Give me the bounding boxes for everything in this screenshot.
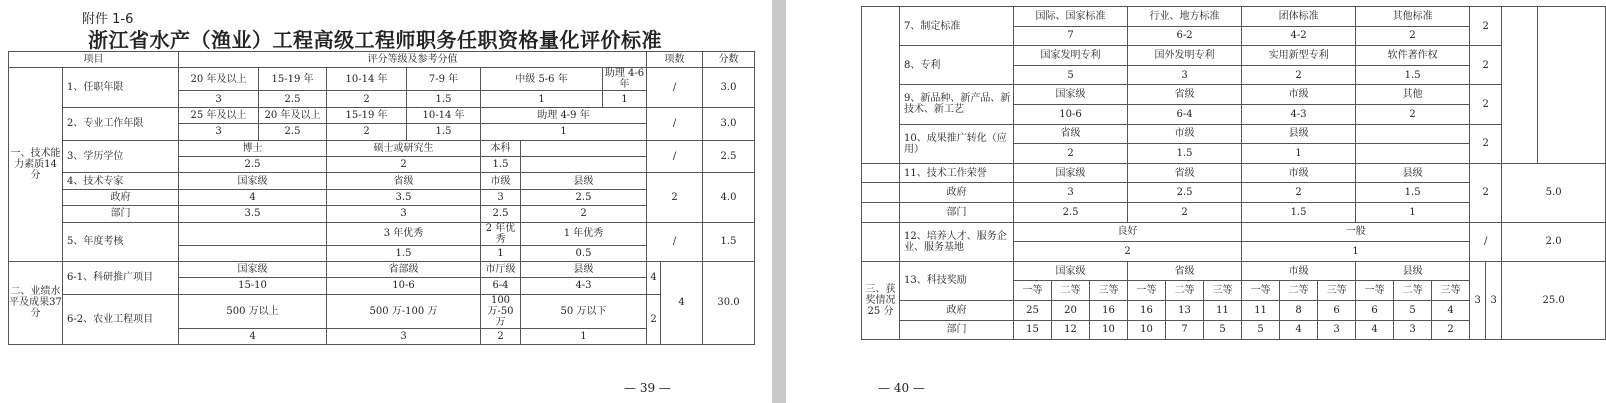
value-cell: 1.5 [327, 245, 481, 261]
row-7-label: 6-2、农业工程项目 [63, 294, 179, 344]
grade-cell: 500 万-100 万 [327, 294, 481, 328]
grade-cell-empty [521, 140, 647, 156]
grade-cell: 市级 [1128, 124, 1242, 144]
value-cell: 1 [1356, 202, 1470, 222]
rank-cell: 一等 [1014, 281, 1052, 301]
grade-cell: 市厅级 [481, 261, 521, 277]
grade-cell: 县级 [521, 261, 647, 277]
value-cell: 25 [1014, 300, 1052, 320]
value-cell: 2 [1128, 202, 1242, 222]
grade-cell: 硕士或研究生 [327, 140, 481, 156]
page-gutter [772, 0, 786, 403]
grade-cell: 实用新型专利 [1242, 46, 1356, 66]
grade-cell: 县级 [1356, 163, 1470, 183]
value-cell: 2.5 [521, 189, 647, 205]
rank-cell: 一等 [1242, 281, 1280, 301]
value-cell: 3 [179, 91, 259, 107]
row-8-label: 8、专利 [900, 46, 1014, 85]
row-4-count: 2 [647, 173, 703, 222]
page-number: — 40 — [878, 381, 925, 395]
grade-cell: 省部级 [327, 261, 481, 277]
grade-cell-empty [1356, 124, 1470, 144]
row-9-count: 2 [1470, 85, 1502, 124]
grade-cell: 省级 [1014, 124, 1128, 144]
row-3-count: / [647, 140, 703, 173]
attachment-label: 附件 1-6 [82, 12, 134, 27]
value-cell: 3.5 [179, 206, 327, 222]
row-4-score: 4.0 [703, 173, 755, 222]
value-cell: 10 [1090, 320, 1128, 340]
value-cell: 2 [481, 328, 521, 344]
grade-cell: 50 万以下 [521, 294, 647, 328]
level-cell: 省级 [1128, 261, 1242, 281]
grade-cell: 100 万-50 万 [481, 294, 521, 328]
value-cell: 5 [1204, 320, 1242, 340]
row-13-label: 13、科技奖励 [900, 261, 1014, 300]
grade-cell: 国家级 [179, 173, 327, 189]
section-3-label: 三、获奖情况 25 分 [862, 261, 900, 339]
grade-cell: 市级 [1242, 85, 1356, 105]
grade-cell: 一般 [1242, 222, 1470, 242]
row-1-score: 3.0 [703, 68, 755, 107]
value-cell: 3 [1394, 320, 1432, 340]
value-cell: 3 [327, 206, 481, 222]
grade-cell: 省级 [1128, 163, 1242, 183]
rank-cell: 三等 [1204, 281, 1242, 301]
grade-cell: 省级 [327, 173, 481, 189]
value-cell: 1 [521, 328, 647, 344]
grade-cell: 国家级 [1014, 163, 1128, 183]
value-cell: 3 [327, 328, 481, 344]
value-cell: 2.5 [1014, 202, 1128, 222]
rank-cell: 二等 [1166, 281, 1204, 301]
value-cell: 2 [1242, 183, 1356, 203]
grade-cell: 国家发明专利 [1014, 46, 1128, 66]
value-cell: 5 [1014, 65, 1128, 85]
row-8-count: 2 [1470, 46, 1502, 85]
grade-cell-empty [179, 222, 327, 245]
value-cell: 2 [1014, 144, 1128, 164]
value-cell: 3 [179, 124, 259, 140]
section-2-count: 4 [661, 261, 703, 344]
grade-cell: 良好 [1014, 222, 1242, 242]
document-title: 浙江省水产（渔业）工程高级工程师职务任职资格量化评价标准 [88, 28, 662, 52]
value-cell: 2 [521, 206, 647, 222]
value-cell: 4-3 [521, 278, 647, 294]
table-header-row [9, 52, 755, 68]
row-4-gov-label: 政府 [63, 189, 179, 205]
value-cell: 4 [179, 328, 327, 344]
value-cell: 1 [1242, 242, 1470, 262]
grade-cell: 10-14 年 [327, 68, 407, 91]
row-13-gov-label: 政府 [900, 300, 1014, 320]
grade-cell: 20 年及以上 [259, 107, 327, 123]
grade-cell: 其他 [1356, 85, 1470, 105]
evaluation-table-right [861, 6, 1606, 340]
row-1-label: 1、任职年限 [63, 68, 179, 107]
grade-cell: 20 年及以上 [179, 68, 259, 91]
value-cell: 6 [1318, 300, 1356, 320]
value-cell: 1.5 [1242, 202, 1356, 222]
grade-cell: 省级 [1128, 85, 1242, 105]
page-39 [0, 0, 772, 403]
value-cell: 4 [1432, 300, 1470, 320]
grade-cell: 其他标准 [1356, 7, 1470, 27]
evaluation-table-left [8, 51, 755, 345]
value-cell: 0.5 [521, 245, 647, 261]
value-cell: 2.5 [481, 206, 521, 222]
value-cell: 3 [1318, 320, 1356, 340]
row-12-score: 2.0 [1502, 222, 1606, 261]
grade-cell: 3 年优秀 [327, 222, 481, 245]
value-cell: 2 [1356, 26, 1470, 46]
row-4-dept-label: 部门 [63, 206, 179, 222]
grade-cell: 25 年及以上 [179, 107, 259, 123]
value-cell: 2.5 [1128, 183, 1242, 203]
rank-cell: 一等 [1356, 281, 1394, 301]
grade-cell: 国外发明专利 [1128, 46, 1242, 66]
value-cell: 1 [1242, 144, 1356, 164]
value-cell: 20 [1052, 300, 1090, 320]
value-cell: 10-6 [327, 278, 481, 294]
value-cell: 1 [481, 245, 521, 261]
section-2-continued [862, 202, 900, 222]
value-cell: 1 [481, 91, 603, 107]
value-cell: 16 [1090, 300, 1128, 320]
value-cell: 4 [1356, 320, 1394, 340]
row-5-label: 5、年度考核 [63, 222, 179, 261]
row-2-count: / [647, 107, 703, 140]
header-item: 项目 [9, 52, 179, 68]
row-3-score: 2.5 [703, 140, 755, 173]
value-cell: 13 [1166, 300, 1204, 320]
grade-cell: 500 万以上 [179, 294, 327, 328]
row-13-count-b: 3 [1486, 261, 1502, 339]
row-9-label: 9、新品种、新产品、新技术、新工艺 [900, 85, 1014, 124]
grade-cell: 助理 4-6 年 [603, 68, 647, 91]
row-11-count: 2 [1470, 163, 1502, 222]
rank-cell: 三等 [1318, 281, 1356, 301]
section-2-continued [862, 183, 900, 203]
grade-cell: 市级 [1242, 163, 1356, 183]
row-5-count: / [647, 222, 703, 261]
grade-cell: 本科 [481, 140, 521, 156]
value-cell: 10-6 [1014, 104, 1128, 124]
grade-cell: 市级 [481, 173, 521, 189]
value-cell: 2.5 [259, 91, 327, 107]
value-cell-empty [179, 245, 327, 261]
grade-cell: 博士 [179, 140, 327, 156]
grade-cell: 1 年优秀 [521, 222, 647, 245]
grade-cell: 团体标准 [1242, 7, 1356, 27]
row-12-label: 12、培养人才、服务企业、服务基地 [900, 222, 1014, 261]
grade-cell: 软件著作权 [1356, 46, 1470, 66]
rank-cell: 二等 [1052, 281, 1090, 301]
row-3-label: 3、学历学位 [63, 140, 179, 173]
value-cell: 2.5 [259, 124, 327, 140]
section-2-score: 30.0 [703, 261, 755, 344]
value-cell: 11 [1204, 300, 1242, 320]
value-cell: 1 [481, 124, 647, 140]
row-13-dept-label: 部门 [900, 320, 1014, 340]
value-cell: 15 [1014, 320, 1052, 340]
value-cell: 6 [1356, 300, 1394, 320]
section-2-continued [862, 7, 900, 164]
row-6-subcount: 4 [647, 261, 661, 294]
value-cell: 2 [1432, 320, 1470, 340]
value-cell: 1.5 [1356, 183, 1470, 203]
rank-cell: 二等 [1280, 281, 1318, 301]
value-cell: 2 [327, 124, 407, 140]
level-cell: 市级 [1242, 261, 1356, 281]
page-number: — 39 — [624, 381, 671, 395]
grade-cell: 2 年优秀 [481, 222, 521, 245]
header-grades: 评分等级及参考分值 [179, 52, 647, 68]
grade-cell: 国家级 [1014, 85, 1128, 105]
row-6-label: 6-1、科研推广项目 [63, 261, 179, 294]
row-10-label: 10、成果推广转化（应用） [900, 124, 1014, 163]
value-cell: 15-10 [179, 278, 327, 294]
rank-cell: 三等 [1090, 281, 1128, 301]
value-cell: 4-3 [1242, 104, 1356, 124]
value-cell: 3 [481, 189, 521, 205]
grade-cell: 县级 [1242, 124, 1356, 144]
value-cell: 7 [1166, 320, 1204, 340]
value-cell: 16 [1128, 300, 1166, 320]
level-cell: 县级 [1356, 261, 1470, 281]
merged-score-cell [1538, 7, 1606, 164]
section-2-continued [862, 222, 900, 261]
level-cell: 国家级 [1014, 261, 1128, 281]
value-cell: 1.5 [1128, 144, 1242, 164]
value-cell: 3 [1128, 65, 1242, 85]
row-2-score: 3.0 [703, 107, 755, 140]
row-11-score: 5.0 [1502, 163, 1606, 222]
grade-cell: 7-9 年 [407, 68, 481, 91]
section-2-continued [862, 163, 900, 183]
value-cell: 3 [1014, 183, 1128, 203]
value-cell: 2 [1014, 242, 1242, 262]
value-cell: 6-4 [1128, 104, 1242, 124]
value-cell: 1.5 [481, 156, 521, 172]
value-cell: 1.5 [407, 91, 481, 107]
value-cell: 1 [603, 91, 647, 107]
value-cell: 1.5 [1356, 65, 1470, 85]
grade-cell: 行业、地方标准 [1128, 7, 1242, 27]
header-count: 项数 [647, 52, 703, 68]
row-4-label: 4、技术专家 [63, 173, 179, 189]
value-cell: 12 [1052, 320, 1090, 340]
value-cell: 6-4 [481, 278, 521, 294]
value-cell: 5 [1242, 320, 1280, 340]
grade-cell: 10-14 年 [407, 107, 481, 123]
grade-cell: 中级 5-6 年 [481, 68, 603, 91]
value-cell: 8 [1280, 300, 1318, 320]
row-5-score: 1.5 [703, 222, 755, 261]
value-cell: 4 [1280, 320, 1318, 340]
page-40 [786, 0, 1565, 403]
row-7-label: 7、制定标准 [900, 7, 1014, 46]
header-score: 分数 [703, 52, 755, 68]
row-13-count-a: 3 [1470, 261, 1486, 339]
row-11-dept-label: 部门 [900, 202, 1014, 222]
section-1-label: 一、技术能力素质14 分 [9, 68, 63, 262]
value-cell: 2 [1242, 65, 1356, 85]
row-7-count: 2 [1470, 7, 1502, 46]
value-cell: 2.5 [179, 156, 327, 172]
grade-cell: 国家级 [179, 261, 327, 277]
grade-cell: 15-19 年 [259, 68, 327, 91]
grade-cell: 国际、国家标准 [1014, 7, 1128, 27]
row-13-score: 25.0 [1502, 261, 1606, 339]
value-cell: 7 [1014, 26, 1128, 46]
value-cell-empty [521, 156, 647, 172]
grade-cell: 15-19 年 [327, 107, 407, 123]
row-7-subcount: 2 [647, 294, 661, 344]
row-11-gov-label: 政府 [900, 183, 1014, 203]
value-cell: 6-2 [1128, 26, 1242, 46]
rank-cell: 一等 [1128, 281, 1166, 301]
value-cell: 11 [1242, 300, 1280, 320]
value-cell: 1.5 [407, 124, 481, 140]
grade-cell: 县级 [521, 173, 647, 189]
value-cell: 3.5 [327, 189, 481, 205]
merged-count-cell [1502, 7, 1538, 164]
rank-cell: 三等 [1432, 281, 1470, 301]
value-cell: 2 [327, 91, 407, 107]
value-cell: 4-2 [1242, 26, 1356, 46]
row-11-label: 11、技术工作荣誉 [900, 163, 1014, 183]
section-2-label: 二、业绩水平及成果37 分 [9, 261, 63, 344]
value-cell: 2 [1356, 104, 1470, 124]
value-cell: 10 [1128, 320, 1166, 340]
grade-cell: 助理 4-9 年 [481, 107, 647, 123]
value-cell: 5 [1394, 300, 1432, 320]
value-cell: 4 [179, 189, 327, 205]
row-10-count: 2 [1470, 124, 1502, 163]
row-12-count: / [1470, 222, 1502, 261]
row-1-count: / [647, 68, 703, 107]
value-cell-empty [1356, 144, 1470, 164]
value-cell: 2 [327, 156, 481, 172]
rank-cell: 二等 [1394, 281, 1432, 301]
row-2-label: 2、专业工作年限 [63, 107, 179, 140]
